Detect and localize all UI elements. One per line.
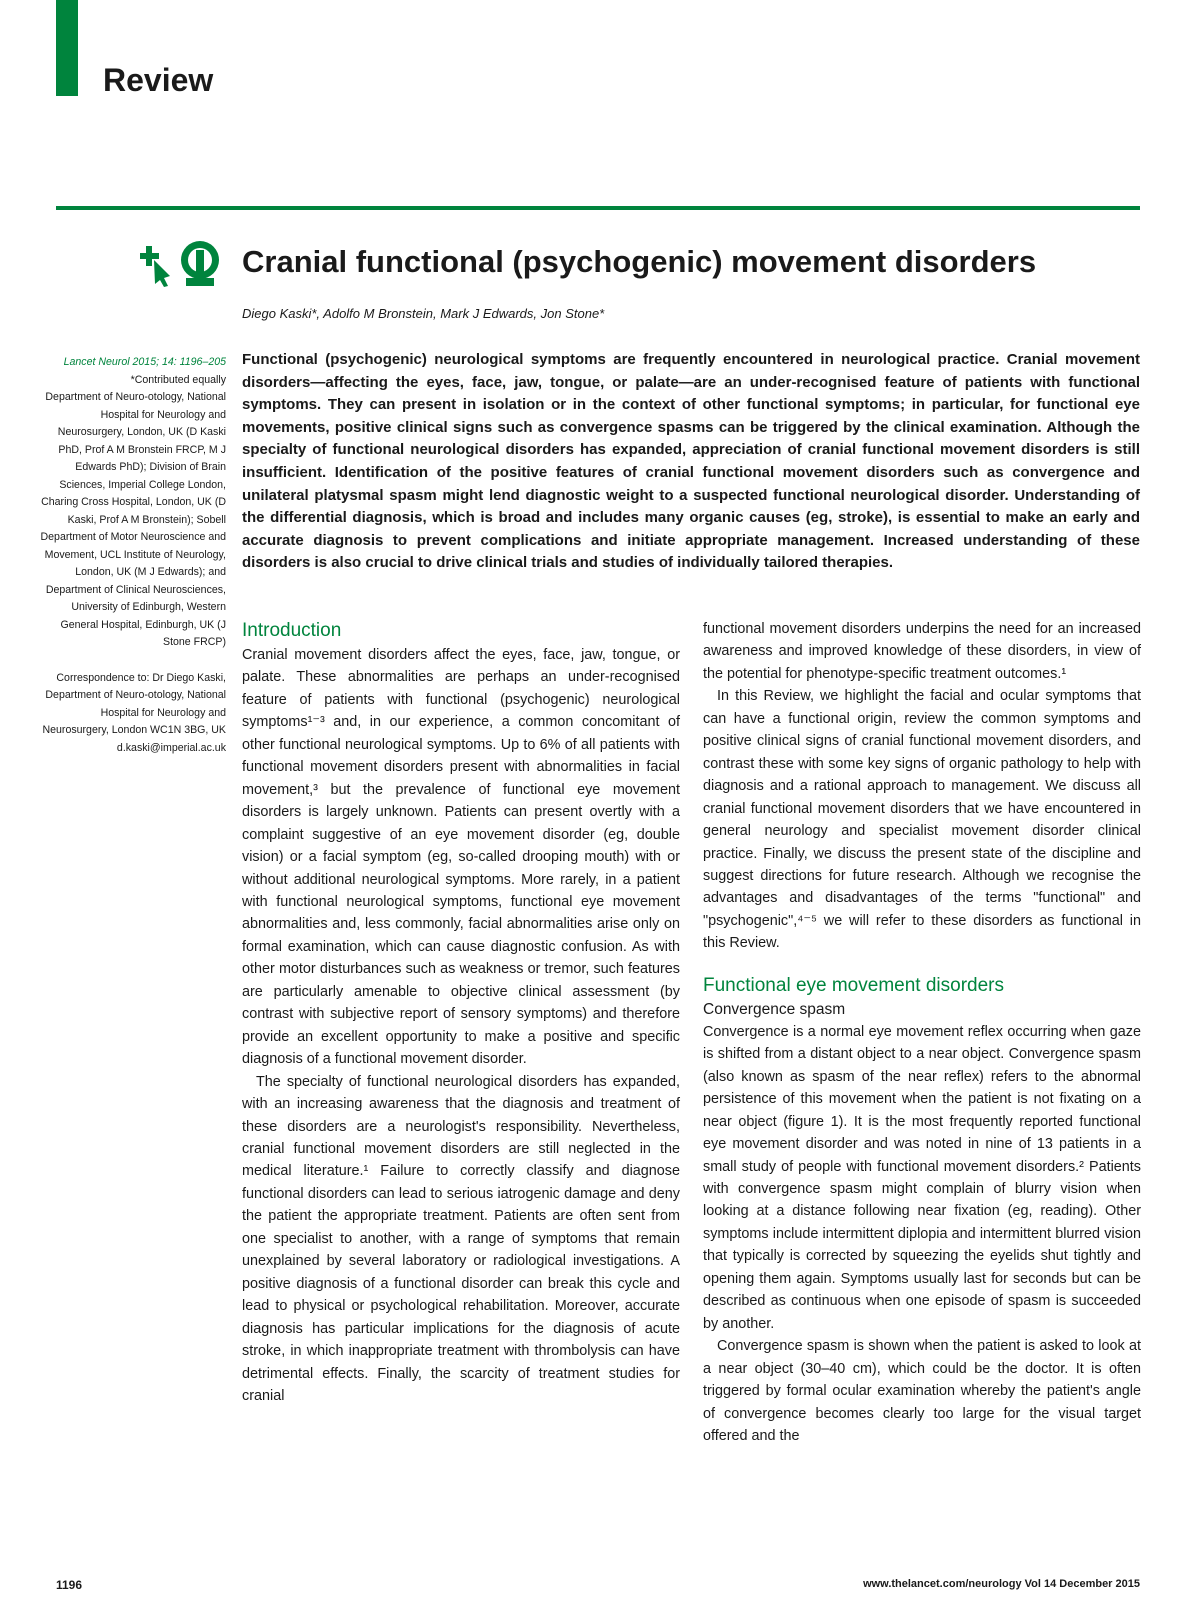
- body-column-right: [703, 618, 1141, 1447]
- convergence-paragraph-2: Convergence spasm is shown when the patient is asked to look at a near object (30–40 cm), which could be the doctor. It is often triggered by formal ocular examination whereby the patient's angle of convergence becomes clearly too large for the visual target offered and the: [703, 1338, 1141, 1444]
- citation: Lancet Neurol 2015; 14: 1196–205: [63, 356, 226, 368]
- email-link[interactable]: d.kaski@imperial.ac.uk: [116, 741, 226, 754]
- section-color-bar: [56, 0, 78, 96]
- sidebar-notes: [40, 354, 226, 757]
- body-column-left: [242, 618, 680, 1407]
- article-title: Cranial functional (psychogenic) movement disorders: [242, 244, 1037, 279]
- crossmark-icon: [178, 240, 222, 288]
- intro-paragraph-3: In this Review, we highlight the facial and ocular symptoms that can have a functional origin, review the common symptoms and positive clinical signs of cranial functional movement disorders, and contrast these with some key signs of organic pathology to help with diagnosis and a rational approach to management. We discuss all cranial functional movement disorders that we have encountered in general neurology and specialist movement disorder clinical practice. Finally, we discuss the present state of the discipline and suggest directions for future research. Although we recognise the advantages and disadvantages of the terms "functional" and "psychogenic",⁴⁻⁵ we will refer to these disorders as functional in this Review.: [703, 688, 1141, 952]
- introduction-heading: Introduction: [242, 620, 342, 641]
- affiliations: Department of Neuro-otology, National Hospital for Neurology and Neurosurgery, London, UK (D Kaski PhD, Prof A M Bronstein FRCP, M J Edwards PhD); Division of Brain Sciences, Imperial College London, Charing Cross Hospital, London, UK (D Kaski, Prof A M Bronstein); Sobell Department of Motor Neuroscience and Movement, UCL Institute of Neurology, London, UK (M J Edwards); and Department of Clinical Neurosciences, University of Edinburgh, Western General Hospital, Edinburgh, UK (J Stone FRCP): [40, 391, 226, 648]
- contributed-note: *Contributed equally: [130, 373, 226, 386]
- page-number: 1196: [56, 1578, 83, 1592]
- eye-movement-heading: Functional eye movement disorders: [703, 974, 1004, 996]
- abstract: Functional (psychogenic) neurological symptoms are frequently encountered in neurological practice. Cranial movement disorders—affecting the eyes, face, jaw, tongue, or palate—are an under-recognised feature of patients with functional symptoms. They can present in isolation or in the context of other functional symptoms; in particular, for functional eye movements, positive clinical signs such as convergence spasms can be triggered by the clinical examination. Although the specialty of functional neurological disorders has expanded, appreciation of cranial functional movement disorders is still insufficient. Identification of the positive features of cranial functional movement disorders such as convergence and unilateral platysmal spasm might lend diagnostic weight to a suspected functional neurological disorder. Understanding of the differential diagnosis, which is broad and includes many organic causes (eg, stroke), is essential to make an early and accurate diagnosis to prevent complications and initiate appropriate management. Increased understanding of these disorders is also crucial to drive clinical trials and studies of individually tailored therapies.: [242, 351, 1140, 572]
- intro-paragraph-1: Cranial movement disorders affect the eyes, face, jaw, tongue, or palate. These abnormalities are perhaps an under-recognised feature of patients with functional (psychogenic) neurological symptoms¹⁻³ and, in our experience, a common concomitant of other functional neurological symptoms. Up to 6% of all patients with functional movement disorders present with abnormalities in facial movement,³ but the prevalence of functional eye movement disorders is largely unknown. Patients can present overtly with a complaint suggestive of an eye movement disorder (eg, double vision) or a facial symptom (eg, so-called drooping mouth) with or without additional neurological symptoms. More rarely, in a patient with functional neurological symptoms, functional eye movement abnormalities and, less commonly, facial abnormalities arise only on formal examination, which can cause diagnostic confusion. As with other motor disturbances such as weakness or tremor, such features are particularly amenable to objective clinical assessment (by contrast with subjective report of sensory symptoms) and therefore provide an excellent opportunity to make a positive and specific diagnosis of a functional movement disorder.: [242, 647, 680, 1068]
- journal-footer: www.thelancet.com/neurology Vol 14 December 2015: [863, 1578, 1140, 1590]
- intro-paragraph-2: The specialty of functional neurological disorders has expanded, with an increasing awareness that the diagnosis and treatment of these disorders are a neurologist's responsibility. Nevertheless, cranial functional movement disorders are still neglected in the medical literature.¹ Failure to correctly classify and diagnose functional disorders can lead to serious iatrogenic damage and deny the patient the appropriate treatment. Patients are often sent from one specialist to another, with a range of symptoms that remain unexplained by several laboratory or radiological investigations. A positive diagnosis of a functional disorder can break this cycle and lead to physical or psychological rehabilitation. Moreover, accurate diagnosis has particular implications for the diagnosis of acute stroke, in which inappropriate treatment with thrombolysis can have detrimental effects. Finally, the scarcity of treatment studies for cranial: [242, 1073, 680, 1404]
- section-label: Review: [103, 62, 214, 98]
- convergence-spasm-heading: Convergence spasm: [703, 1000, 846, 1018]
- author-list: Diego Kaski*, Adolfo M Bronstein, Mark J Edwards, Jon Stone*: [242, 306, 605, 321]
- convergence-paragraph-1: Convergence is a normal eye movement reflex occurring when gaze is shifted from a distant object to a near object. Convergence spasm (also known as spasm of the near reflex) refers to the abnormal persistence of this movement when the patient is not fixating on a near object (figure 1). It is the most frequently reported functional eye movement disorder and was noted in nine of 13 patients in a small study of people with functional movement disorders.² Patients with convergence spasm might complain of blurry vision when looking at a distance following near fixation (eg, reading). Other symptoms include intermittent diplopia and intermittent blurred vision that typically is corrected by squeezing the eyelids shut tightly and opening them again. Symptoms usually last for seconds but can be described as continuous when one episode of spasm is succeeded by another.: [703, 1023, 1141, 1332]
- header-rule: [56, 206, 1140, 210]
- intro-paragraph-2-continued: functional movement disorders underpins the need for an increased awareness and improved knowledge of these disorders, in view of the potential for phenotype-specific treatment outcomes.¹: [703, 621, 1141, 682]
- correspondence: Correspondence to: Dr Diego Kaski, Department of Neuro-otology, National Hospital for Neurology and Neurosurgery, London WC1N 3BG, UK: [42, 671, 226, 736]
